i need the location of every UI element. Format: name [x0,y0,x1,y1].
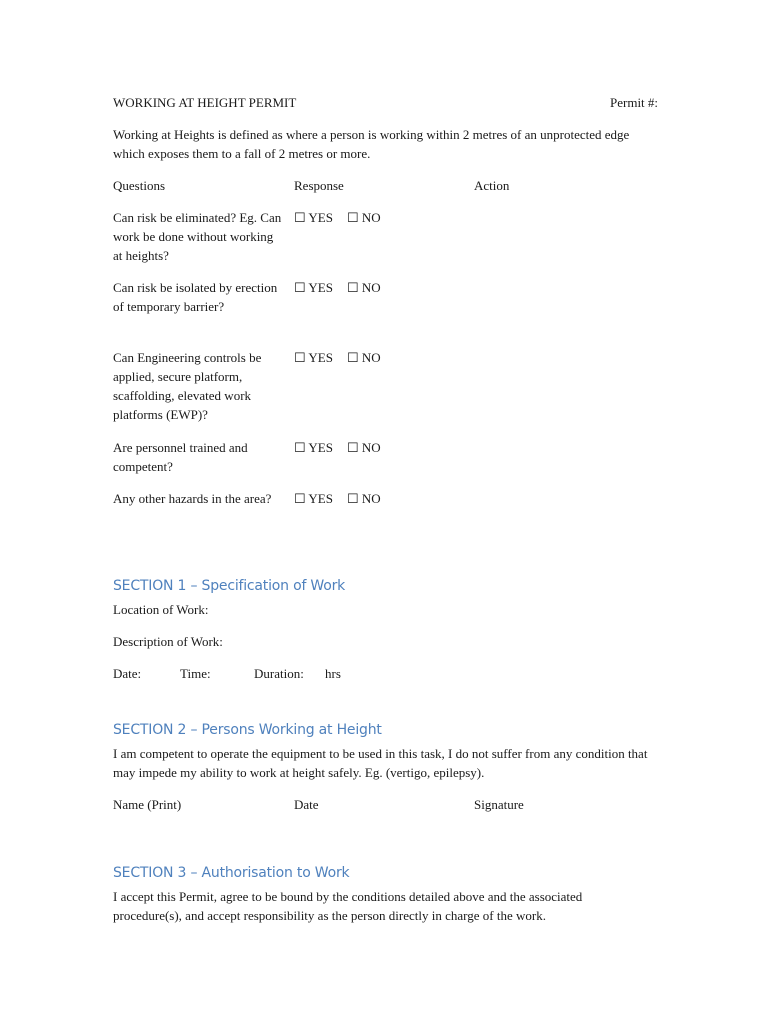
description-of-work-label: Description of Work: [113,634,223,649]
section-3-heading: SECTION 3 – Authorisation to Work [113,865,350,881]
yes-checkbox[interactable]: ☐ YES [294,210,333,225]
yes-checkbox[interactable]: ☐ YES [294,440,333,455]
duration-unit: hrs [325,666,341,681]
response-options [294,348,395,367]
question-text: Any other hazards in the area? [113,491,272,506]
yes-checkbox[interactable]: ☐ YES [294,280,333,295]
name-print-label: Name (Print) [113,797,182,812]
questions-column-header: Questions [113,178,165,193]
permit-number-label: Permit #: [610,95,659,110]
authorisation-statement: I accept this Permit, agree to be bound by the conditions detailed above and the associated procedure(s), and accept responsibility as the person directly in charge of the work. [113,889,583,923]
date-label: Date: [113,666,142,681]
response-column-header: Response [294,178,344,193]
duration-label: Duration: [254,666,304,681]
action-column-header: Action [474,178,510,193]
response-options [294,208,395,227]
no-checkbox[interactable]: ☐ NO [346,280,381,295]
question-text: Can risk be eliminated? Eg. Can work be done without working at heights? [113,210,282,263]
time-label: Time: [180,666,211,681]
no-checkbox[interactable]: ☐ NO [346,491,381,506]
section-1-heading: SECTION 1 – Specification of Work [113,578,346,594]
signature-label: Signature [474,797,524,812]
section-2-heading: SECTION 2 – Persons Working at Height [113,722,382,738]
no-checkbox[interactable]: ☐ NO [346,440,381,455]
yes-checkbox[interactable]: ☐ YES [294,491,333,506]
document-title: WORKING AT HEIGHT PERMIT [113,95,297,110]
question-text: Can Engineering controls be applied, secure platform, scaffolding, elevated work platforms (EWP)? [113,350,262,422]
response-options [294,489,395,508]
response-options [294,438,395,457]
no-checkbox[interactable]: ☐ NO [346,350,381,365]
question-text: Can risk be isolated by erection of temporary barrier? [113,280,278,314]
yes-checkbox[interactable]: ☐ YES [294,350,333,365]
date-label: Date [294,797,319,812]
response-options [294,278,395,297]
date-time-duration-row [113,664,653,683]
competency-statement: I am competent to operate the equipment to be used in this task, I do not suffer from any condition that may impede my ability to work at height safely. Eg. (vertigo, epilepsy). [113,746,648,780]
location-of-work-label: Location of Work: [113,602,209,617]
no-checkbox[interactable]: ☐ NO [346,210,381,225]
intro-paragraph: Working at Heights is defined as where a person is working within 2 metres of an unprotected edge which exposes them to a fall of 2 metres or more. [113,127,630,161]
question-text: Are personnel trained and competent? [113,440,248,474]
